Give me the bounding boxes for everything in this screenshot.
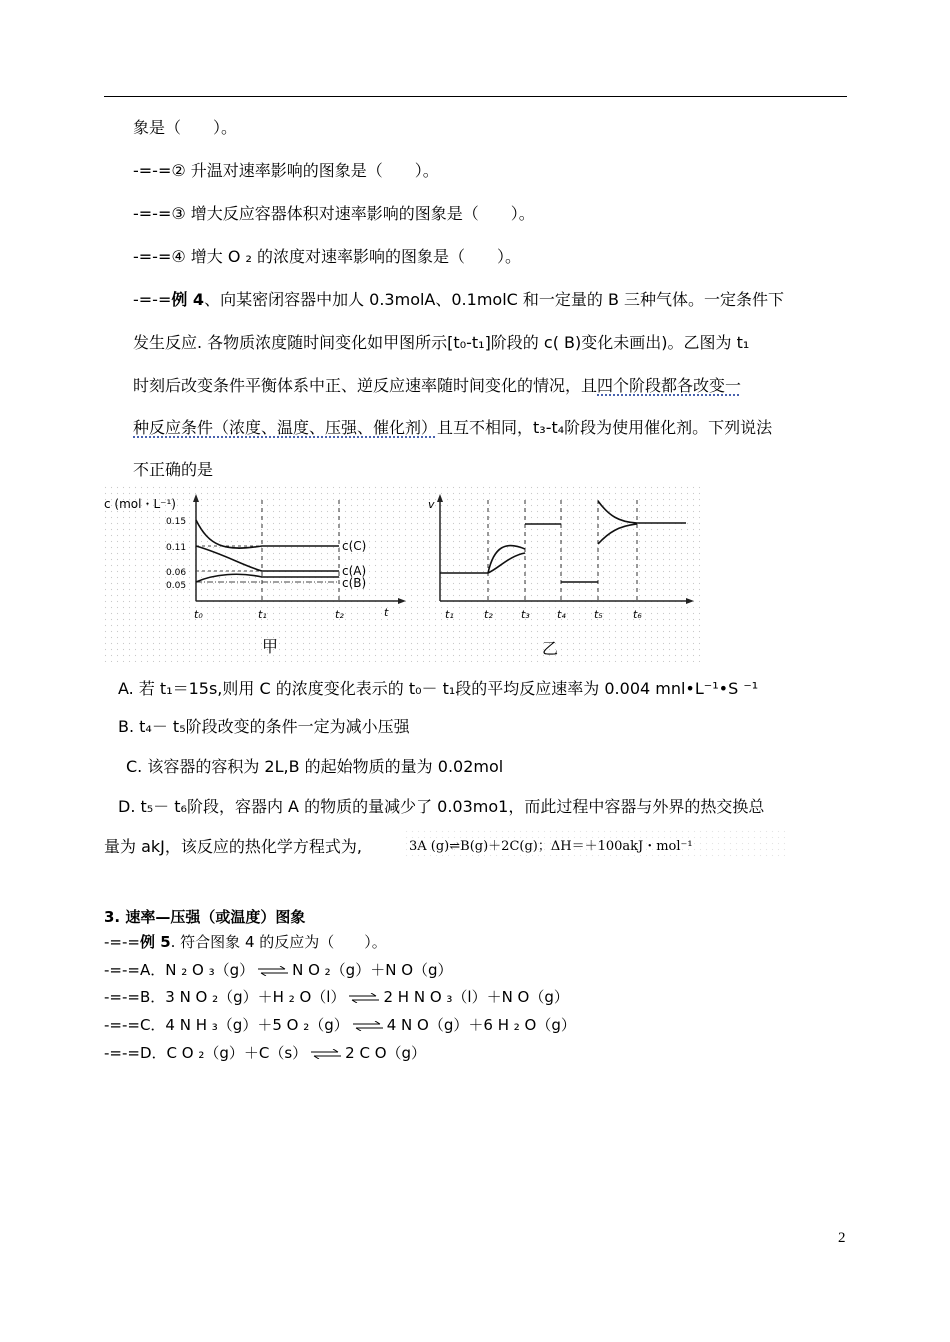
tick-label: t₁ — [258, 608, 267, 621]
page-number: 2 — [838, 1230, 846, 1246]
tick-label: t₀ — [194, 608, 203, 621]
equilibrium-arrow-icon — [258, 966, 288, 976]
products: 2 H N O ₃（l）＋N O（g） — [383, 988, 569, 1006]
section-heading: 3. 速率—压强（或温度）图象 — [104, 908, 306, 926]
tick-label: 0.05 — [166, 581, 187, 591]
products: 4 N O（g）＋6 H ₂ O（g） — [386, 1016, 576, 1034]
tick-label: 0.11 — [166, 543, 187, 553]
text-span: 且互不相同，t₃-t₄阶段为使用催化剂。下列说法 — [437, 418, 773, 437]
tick-label: t₄ — [557, 608, 566, 621]
tick-label: t₅ — [594, 608, 603, 621]
text-span: 时刻后改变条件平衡体系中正、逆反应速率随时间变化的情况，且 — [133, 376, 598, 395]
text-line: 不正确的是 — [133, 460, 214, 479]
reactants: -=-=C．4 N H ₃（g）＋5 O ₂（g） — [104, 1016, 349, 1034]
option-c: C. 该容器的容积为 2L,B 的起始物质的量为 0.02mol — [126, 757, 504, 776]
tick-label: 0.15 — [166, 517, 187, 527]
reactants: -=-=D．C O ₂（g）＋C（s） — [104, 1044, 308, 1062]
figure-caption: 甲 — [262, 637, 279, 656]
equilibrium-arrow-icon — [353, 1021, 383, 1031]
curve-label: c(C) — [342, 539, 367, 553]
text-line: 发生反应. 各物质浓度随时间变化如甲图所示[t₀-t₁]阶段的 c( B)变化未画出)。乙图为 t₁ — [133, 333, 750, 352]
curve-label: c(B) — [342, 576, 367, 590]
text-line: 象是（ ）。 — [133, 118, 238, 137]
rate-concentration-figure — [104, 486, 700, 662]
figure-background — [104, 486, 700, 662]
products: N O ₂（g）＋N O（g） — [292, 961, 453, 979]
example-prefix: -=-= — [133, 290, 172, 309]
example-prefix: -=-= — [104, 933, 140, 951]
thermochemical-equation-image — [405, 830, 785, 860]
emphasis-span: 四个阶段都各改变一 — [597, 376, 742, 395]
tick-label: t — [384, 606, 389, 619]
equation-text: 3A (g)⇌B(g)＋2C(g)；ΔH＝＋100akJ・mol⁻¹ — [409, 839, 693, 854]
y-axis-label: c (mol・L⁻¹) — [104, 497, 176, 511]
tick-label: t₁ — [445, 608, 454, 621]
tick-label: 0.06 — [166, 568, 187, 578]
reactants: -=-=B．3 N O ₂（g）＋H ₂ O（l） — [104, 988, 346, 1006]
example5-option-c — [104, 1015, 576, 1035]
example-text: 、向某密闭容器中加人 0.3molA、0.1molC 和一定量的 B 三种气体。一定条件下 — [204, 290, 785, 309]
text-line: -=-=④ 增大 O ₂ 的浓度对速率影响的图象是（ ）。 — [133, 247, 522, 266]
text-line: -=-=③ 增大反应容器体积对速率影响的图象是（ ）。 — [133, 204, 535, 223]
tick-label: t₃ — [521, 608, 530, 621]
tick-label: t₂ — [484, 608, 493, 621]
example5-option-d — [104, 1043, 426, 1063]
example-text: . 符合图象 4 的反应为（ ）。 — [170, 933, 387, 951]
reactants: -=-=A．N ₂ O ₃（g） — [104, 961, 255, 979]
text-line — [133, 376, 741, 396]
equilibrium-arrow-icon — [311, 1049, 341, 1059]
option-d: D. t₅－ t₆阶段，容器内 A 的物质的量减少了 0.03mo1，而此过程中容器与外界的热交换总 — [118, 797, 765, 816]
option-b: B. t₄－ t₅阶段改变的条件一定为减小压强 — [118, 717, 410, 736]
option-d-continued: 量为 akJ，该反应的热化学方程式为, — [104, 837, 362, 856]
example-label: 例 4 — [171, 290, 205, 309]
figure-caption: 乙 — [542, 639, 559, 658]
tick-label: t₂ — [335, 608, 344, 621]
tick-label: t₆ — [633, 608, 642, 621]
option-a: A. 若 t₁＝15s,则用 C 的浓度变化表示的 t₀－ t₁段的平均反应速率为 0.004 mnl•L⁻¹•S ⁻¹ — [118, 679, 759, 698]
equilibrium-arrow-icon — [349, 993, 379, 1003]
curve-label: c(A) — [342, 564, 367, 578]
emphasis-span: 种反应条件（浓度、温度、压强、催化剂） — [133, 418, 438, 437]
example5-line — [104, 932, 387, 952]
example-label: 例 5 — [139, 933, 171, 951]
example4-line — [133, 290, 784, 310]
example5-option-b — [104, 987, 569, 1007]
y-axis-label: v — [428, 498, 435, 511]
example5-option-a — [104, 960, 453, 980]
text-line: -=-=② 升温对速率影响的图象是（ ）。 — [133, 161, 439, 180]
header-rule — [104, 96, 847, 97]
text-line — [133, 418, 772, 438]
products: 2 C O（g） — [345, 1044, 427, 1062]
